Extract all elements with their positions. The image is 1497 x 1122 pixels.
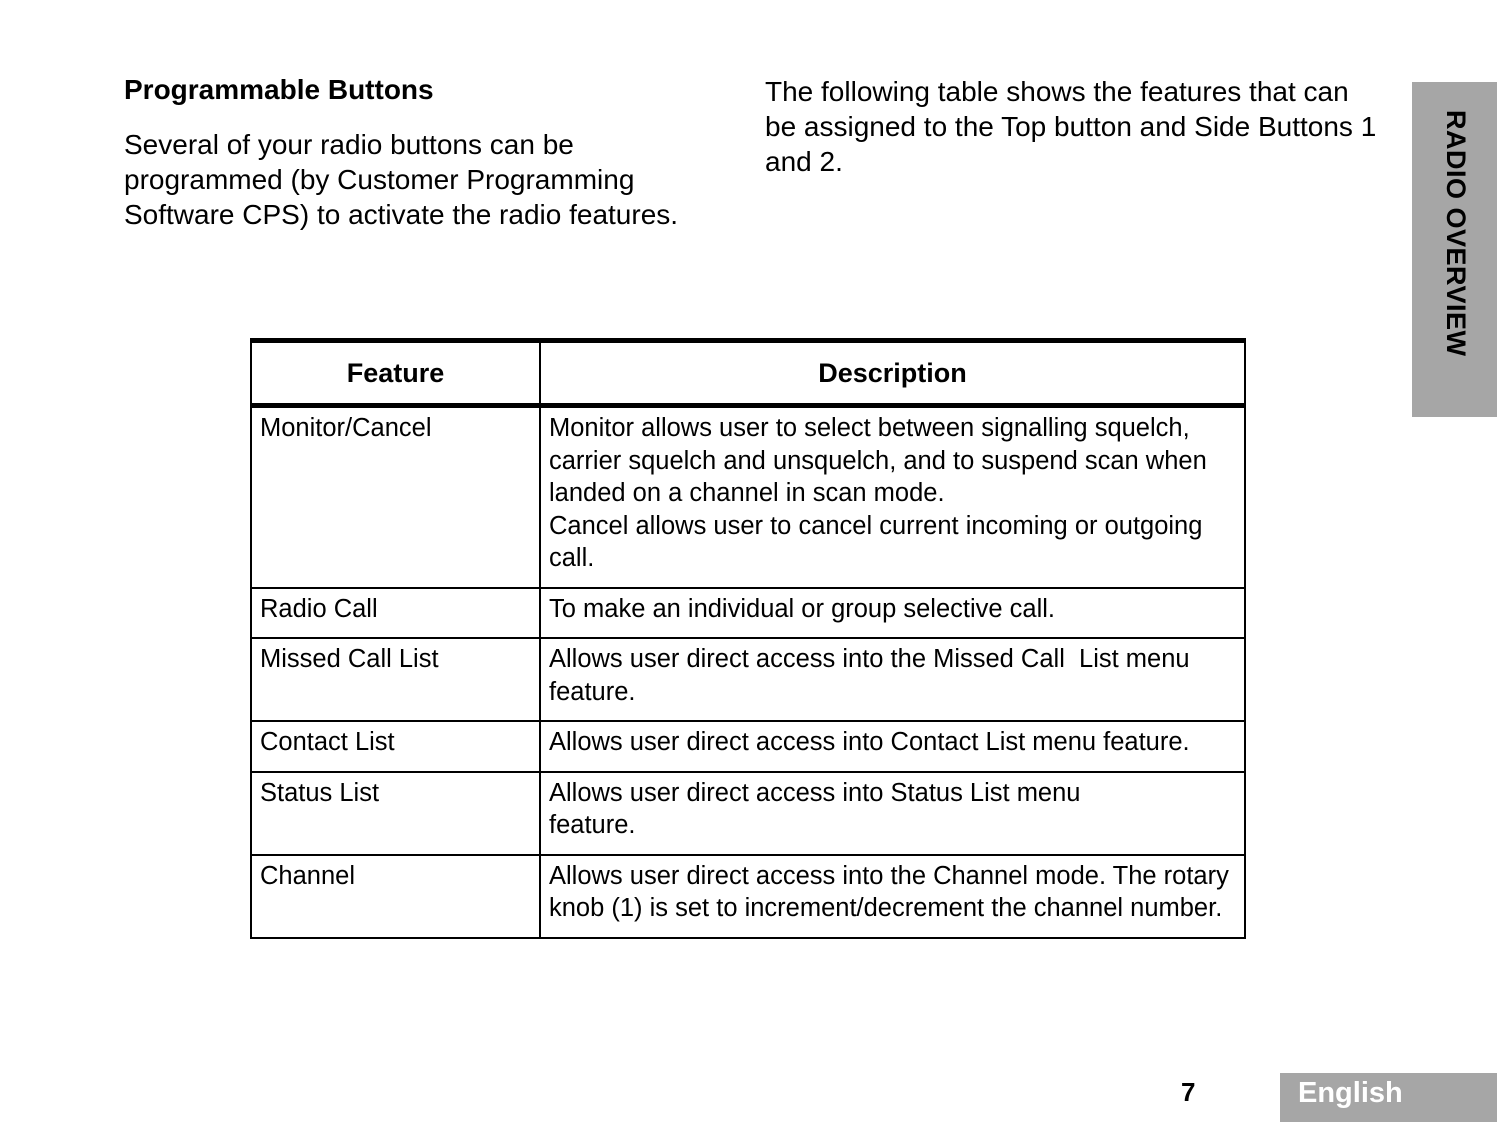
page-number: 7: [1181, 1077, 1196, 1107]
description-line: Allows user direct access into the Channel mode. The rotary knob (1) is set to increment/decrement the channel number.: [549, 861, 1229, 922]
intro-paragraph-right: The following table shows the features that can be assigned to the Top button and Side Buttons 1 and 2.: [765, 76, 1377, 177]
description-line: Monitor allows user to select between signalling squelch, carrier squelch and unsquelch, and to suspend scan when landed on a channel in scan mode.: [549, 414, 1207, 507]
features-table: [250, 338, 1246, 939]
header-description: Description: [540, 341, 1245, 406]
table-row: [251, 638, 1245, 721]
table-row: [251, 855, 1245, 938]
feature-cell: Contact List: [251, 721, 540, 772]
table-row: [251, 406, 1245, 588]
description-cell: [540, 855, 1245, 938]
description-line: Allows user direct access into the Missed Call List menu feature.: [549, 645, 1197, 706]
intro-paragraph-left: Several of your radio buttons can be programmed (by Customer Programming Software CPS) to activate the radio features.: [124, 129, 679, 230]
description-cell: [540, 406, 1245, 588]
header-feature: Feature: [251, 341, 540, 406]
feature-cell: Radio Call: [251, 588, 540, 639]
language-tab: [1280, 1073, 1497, 1122]
table-row: [251, 772, 1245, 855]
side-tab: [1412, 82, 1497, 417]
feature-cell: Channel: [251, 855, 540, 938]
description-cell: [540, 772, 1245, 855]
feature-cell: Monitor/Cancel: [251, 406, 540, 588]
description-line: Allows user direct access into Status List menu feature.: [549, 778, 1081, 839]
feature-cell: Status List: [251, 772, 540, 855]
table-row: [251, 588, 1245, 639]
description-line: Cancel allows user to cancel current incoming or outgoing call.: [549, 511, 1203, 572]
side-tab-label: RADIO OVERVIEW: [1441, 110, 1471, 357]
table-row: [251, 721, 1245, 772]
description-cell: [540, 721, 1245, 772]
section-heading: Programmable Buttons: [124, 74, 434, 105]
description-cell: [540, 638, 1245, 721]
table-header-row: [251, 341, 1245, 406]
feature-cell: Missed Call List: [251, 638, 540, 721]
features-table-container: [250, 338, 1246, 939]
description-line: Allows user direct access into Contact List menu feature.: [549, 728, 1190, 756]
language-label: English: [1298, 1077, 1403, 1109]
description-line: To make an individual or group selective call.: [549, 594, 1056, 623]
description-cell: [540, 588, 1245, 639]
